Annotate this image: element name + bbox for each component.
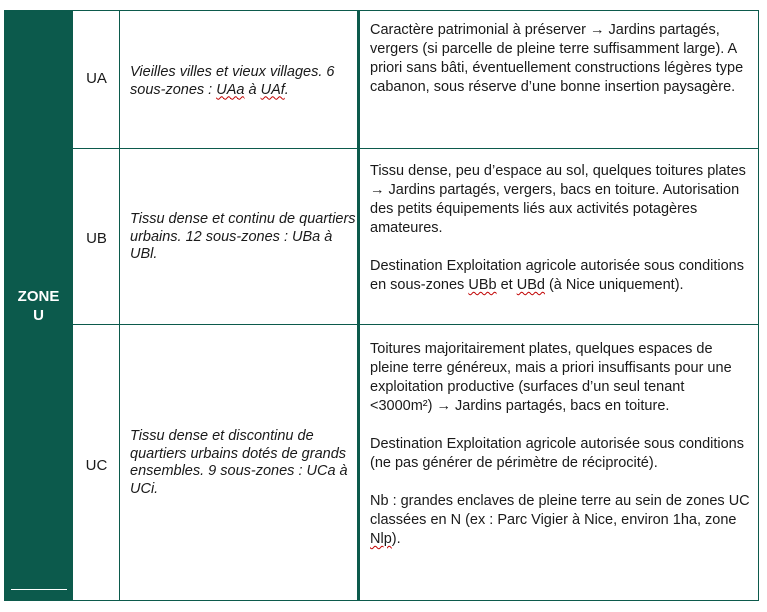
paragraph: Destination Exploitation agricole autorisée sous conditions (ne pas générer de périmètre de réciprocité).	[370, 436, 744, 471]
para-text: Nb : grandes enclaves de pleine terre au sein de zones UC classées en N (ex : Parc Vigier à Nice, environ 1ha, zone	[370, 493, 750, 528]
paragraph: Toitures majoritairement plates, quelques espaces de pleine terre généreux, mais a priori insuffisants pour une exploitation productive (surfaces d’un seul tenant <3000m²) → Jardins partagés, bacs en toiture.	[370, 341, 732, 414]
table-border-top	[73, 10, 759, 11]
zone-details-ua	[370, 21, 750, 97]
row-divider-2	[73, 324, 759, 325]
para-text: ).	[391, 531, 401, 547]
paragraph	[370, 257, 750, 295]
zone-details-ub	[370, 162, 750, 295]
paragraph: Tissu dense, peu d’espace au sol, quelques toitures plates → Jardins partagés, vergers, bacs en toiture. Autorisation des petits équipements liés aux activités potagères amateures.	[370, 163, 746, 236]
table-border-bottom	[73, 600, 759, 601]
col-divider-1	[119, 10, 120, 601]
subzone-ref: UAf	[260, 81, 285, 98]
zone-description-uc: Tissu dense et discontinu de quartiers urbains dotés de grands ensembles. 9 sous-zones : UCa à UCi.	[130, 428, 348, 497]
subzone-ref: UBb	[468, 277, 497, 293]
para-text: Destination Exploitation agricole autorisée sous conditions en sous-zones	[370, 258, 744, 293]
para-text: et	[496, 277, 517, 293]
desc-text: à	[244, 81, 261, 98]
zone-table	[73, 10, 759, 601]
zone-code-ub: UB	[86, 230, 107, 247]
zone-description-ub: Tissu dense et continu de quartiers urbains. 12 sous-zones : UBa à UBl.	[130, 211, 356, 262]
desc-text: Vieilles villes et vieux villages. 6 sous-zones :	[130, 64, 335, 98]
row-divider-1	[73, 148, 759, 149]
zone-label-cell	[4, 10, 73, 601]
zone-label-line2: U	[33, 307, 44, 324]
zone-label	[4, 287, 73, 325]
zone-code-ua: UA	[86, 70, 107, 87]
zone-code-uc: UC	[85, 457, 108, 474]
zone-ref: Nlp	[370, 531, 392, 547]
subzone-ref: UBd	[516, 277, 545, 293]
zone-label-line1: ZONE	[17, 288, 60, 305]
desc-text: .	[284, 81, 289, 98]
zone-divider	[11, 589, 67, 590]
zone-details-uc	[370, 340, 750, 549]
paragraph: Caractère patrimonial à préserver → Jardins partagés, vergers (si parcelle de pleine terre suffisamment large). A priori sans bâti, éventuellement constructions légères type cabanon, sous réserve d’une bonne insertion paysagère.	[370, 22, 744, 95]
para-text: (à Nice uniquement).	[544, 277, 684, 293]
table-border-right	[758, 10, 759, 601]
subzone-ref: UAa	[216, 81, 245, 98]
paragraph	[370, 492, 750, 549]
zone-description-ua	[130, 64, 360, 99]
